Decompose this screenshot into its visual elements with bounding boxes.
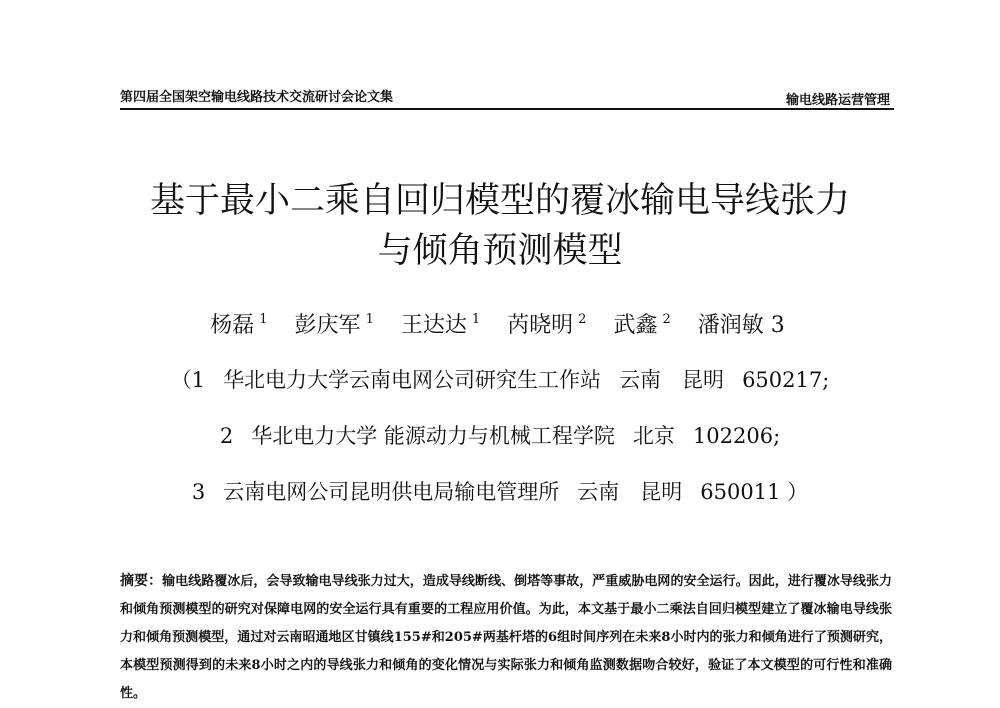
author-name: 彭庆军 xyxy=(294,313,361,338)
proceedings-title: 第四届全国架空输电线路技术交流研讨会论文集 xyxy=(120,90,394,105)
affiliation-postcode: 650011 ） xyxy=(700,480,809,504)
author xyxy=(401,308,480,339)
title-line-2: 与倾角预测模型 xyxy=(377,231,623,271)
section-name: 输电线路运营管理 xyxy=(785,93,890,108)
author xyxy=(507,308,586,339)
affiliation-postcode: 650217; xyxy=(742,368,830,392)
affiliation-postcode: 102206; xyxy=(692,424,781,448)
affiliation-place: 云南 昆明 xyxy=(577,480,683,504)
affiliation-3 xyxy=(0,476,1000,506)
author-name: 王达达 xyxy=(400,313,467,338)
author-affil-number: 1 xyxy=(365,312,374,327)
author-name: 芮晓明 xyxy=(507,313,574,338)
author-name: 潘润敏 3 xyxy=(697,313,785,338)
affiliation-place: 云南 昆明 xyxy=(619,368,725,392)
affiliation-number: 2 xyxy=(219,424,234,448)
author-affil-number: 2 xyxy=(662,312,671,327)
affiliation-org: 华北电力大学云南电网公司研究生工作站 xyxy=(223,368,602,392)
affiliation-1 xyxy=(0,364,1000,394)
author xyxy=(210,308,267,339)
author-affil-number: 1 xyxy=(259,312,268,327)
author-name: 武鑫 xyxy=(613,313,658,338)
running-header xyxy=(120,86,894,110)
affiliation-2 xyxy=(0,420,1000,450)
affiliation-number: （1 xyxy=(170,368,206,392)
title-line-1: 基于最小二乘自回归模型的覆冰输电导线张力 xyxy=(149,181,850,221)
author-affil-number: 1 xyxy=(471,312,481,327)
paper-title xyxy=(0,176,1000,276)
affiliation-place: 北京 xyxy=(632,424,675,448)
author xyxy=(295,308,374,339)
abstract-label: 摘要： xyxy=(120,573,163,589)
author-list xyxy=(0,308,1000,339)
author-affil-number: 2 xyxy=(578,312,587,327)
author-name: 杨磊 xyxy=(210,313,255,338)
affiliation-org: 云南电网公司昆明供电局输电管理所 xyxy=(223,480,560,504)
author xyxy=(613,308,670,339)
abstract-text: 输电线路覆冰后，会导致输电导线张力过大，造成导线断线、倒塔等事故，严重威胁电网的安全运行。因此，进行覆冰导线张力和倾角预测模型的研究对保障电网的安全运行具有重要的工程应用价值。为此，本文基于最小二乘法自回归模型建立了覆冰输电导线张力和倾角预测模型，通过对云南昭通地区甘镇线155#和205#两基杆塔的6组时间序列在未来8小时内的张力和倾角进行了预测研究，本模型预测得到的未来8小时之内的导线张力和倾角的变化情况与实际张力和倾角监测数据吻合较好，验证了本文模型的可行性和准确性。 xyxy=(120,574,892,701)
author xyxy=(698,308,790,339)
abstract xyxy=(120,567,892,708)
affiliation-org: 华北电力大学 能源动力与机械工程学院 xyxy=(251,424,615,448)
affiliation-number: 3 xyxy=(191,480,206,504)
